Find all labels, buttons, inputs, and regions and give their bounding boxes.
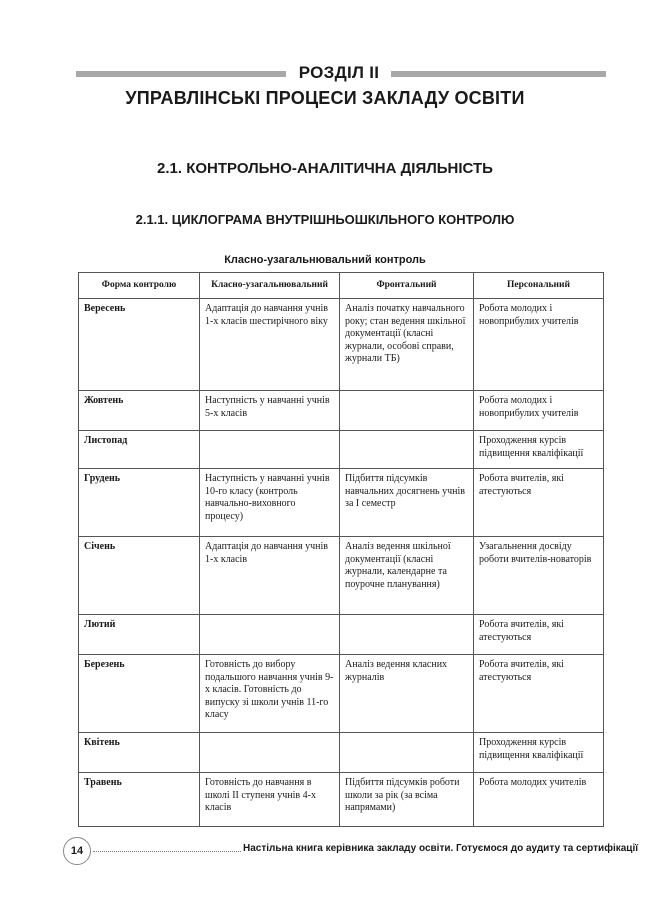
- table-row: [79, 391, 604, 431]
- subsubsection-title: 2.1.1. ЦИКЛОГРАМА ВНУТРІШНЬОШКІЛЬНОГО КОНТРОЛЮ: [135, 212, 515, 227]
- frontal-cell: Аналіз початку навчального року; стан ведення шкільної документації (класні журнали, особові справи, журнали ТБ): [340, 299, 474, 391]
- class-general-cell: Наступність у навчанні учнів 10-го класу (контроль навчально-виховного процесу): [200, 469, 340, 537]
- personal-cell: Проходження курсів підвищення кваліфікації: [474, 431, 604, 469]
- personal-cell: Робота молодих і новоприбулих учителів: [474, 299, 604, 391]
- footer-leader-dots: [93, 850, 241, 852]
- table-caption: Класно-узагальнювальний контроль: [224, 254, 426, 266]
- section-header: [76, 63, 606, 87]
- personal-cell: Робота вчителів, які атестуються: [474, 655, 604, 733]
- table-row: [79, 299, 604, 391]
- subsection-title: 2.1. КОНТРОЛЬНО-АНАЛІТИЧНА ДІЯЛЬНІСТЬ: [157, 160, 493, 177]
- section-rule-right: [391, 71, 606, 77]
- class-general-cell: Адаптація до навчання учнів 1-х класів: [200, 537, 340, 615]
- table-row: [79, 655, 604, 733]
- table-row: [79, 469, 604, 537]
- month-cell: Листопад: [79, 431, 200, 469]
- class-general-cell: Адаптація до навчання учнів 1-х класів шестирічного віку: [200, 299, 340, 391]
- month-cell: Лютий: [79, 615, 200, 655]
- class-general-cell: [200, 431, 340, 469]
- section-label: РОЗДІЛ II: [298, 63, 380, 82]
- personal-cell: Робота молодих і новоприбулих учителів: [474, 391, 604, 431]
- header-frontal: Фронтальний: [340, 273, 474, 299]
- frontal-cell: Підбиття підсумків роботи школи за рік (за всіма напрямами): [340, 773, 474, 827]
- class-general-cell: [200, 733, 340, 773]
- table-row: [79, 537, 604, 615]
- class-general-cell: [200, 615, 340, 655]
- month-cell: Грудень: [79, 469, 200, 537]
- month-cell: Вересень: [79, 299, 200, 391]
- class-general-cell: Готовність до вибору подальшого навчання учнів 9-х класів. Готовність до випуску зі школи учнів 11-го класу: [200, 655, 340, 733]
- personal-cell: Проходження курсів підвищення кваліфікації: [474, 733, 604, 773]
- frontal-cell: [340, 615, 474, 655]
- month-cell: Жовтень: [79, 391, 200, 431]
- month-cell: Січень: [79, 537, 200, 615]
- frontal-cell: Підбиття підсумків навчальних досягнень учнів за I семестр: [340, 469, 474, 537]
- class-general-cell: Готовність до навчання в школі II ступеня учнів 4-х класів: [200, 773, 340, 827]
- month-cell: Квітень: [79, 733, 200, 773]
- frontal-cell: [340, 391, 474, 431]
- table-header-row: [79, 273, 604, 299]
- table-row: [79, 773, 604, 827]
- chapter-title: УПРАВЛІНСЬКІ ПРОЦЕСИ ЗАКЛАДУ ОСВІТИ: [125, 88, 525, 108]
- class-general-cell: Наступність у навчанні учнів 5-х класів: [200, 391, 340, 431]
- personal-cell: Робота молодих учителів: [474, 773, 604, 827]
- personal-cell: Робота вчителів, які атестуються: [474, 469, 604, 537]
- frontal-cell: [340, 431, 474, 469]
- header-personal: Персональний: [474, 273, 604, 299]
- table-row: [79, 733, 604, 773]
- page-number: 14: [63, 837, 91, 865]
- header-form: Форма контролю: [79, 273, 200, 299]
- header-class-general: Класно-узагальнювальний: [200, 273, 340, 299]
- frontal-cell: Аналіз ведення класних журналів: [340, 655, 474, 733]
- personal-cell: Робота вчителів, які атестуються: [474, 615, 604, 655]
- control-cyclogram-table: [78, 272, 604, 827]
- month-cell: Березень: [79, 655, 200, 733]
- footer-book-title: Настільна книга керівника закладу освіти. Готуємося до аудиту та сертифікації: [243, 843, 639, 854]
- frontal-cell: [340, 733, 474, 773]
- month-cell: Травень: [79, 773, 200, 827]
- personal-cell: Узагальнення досвіду роботи вчителів-новаторів: [474, 537, 604, 615]
- table-row: [79, 615, 604, 655]
- table-row: [79, 431, 604, 469]
- section-rule-left: [76, 71, 286, 77]
- frontal-cell: Аналіз ведення шкільної документації (класні журнали, календарне та поурочне планування): [340, 537, 474, 615]
